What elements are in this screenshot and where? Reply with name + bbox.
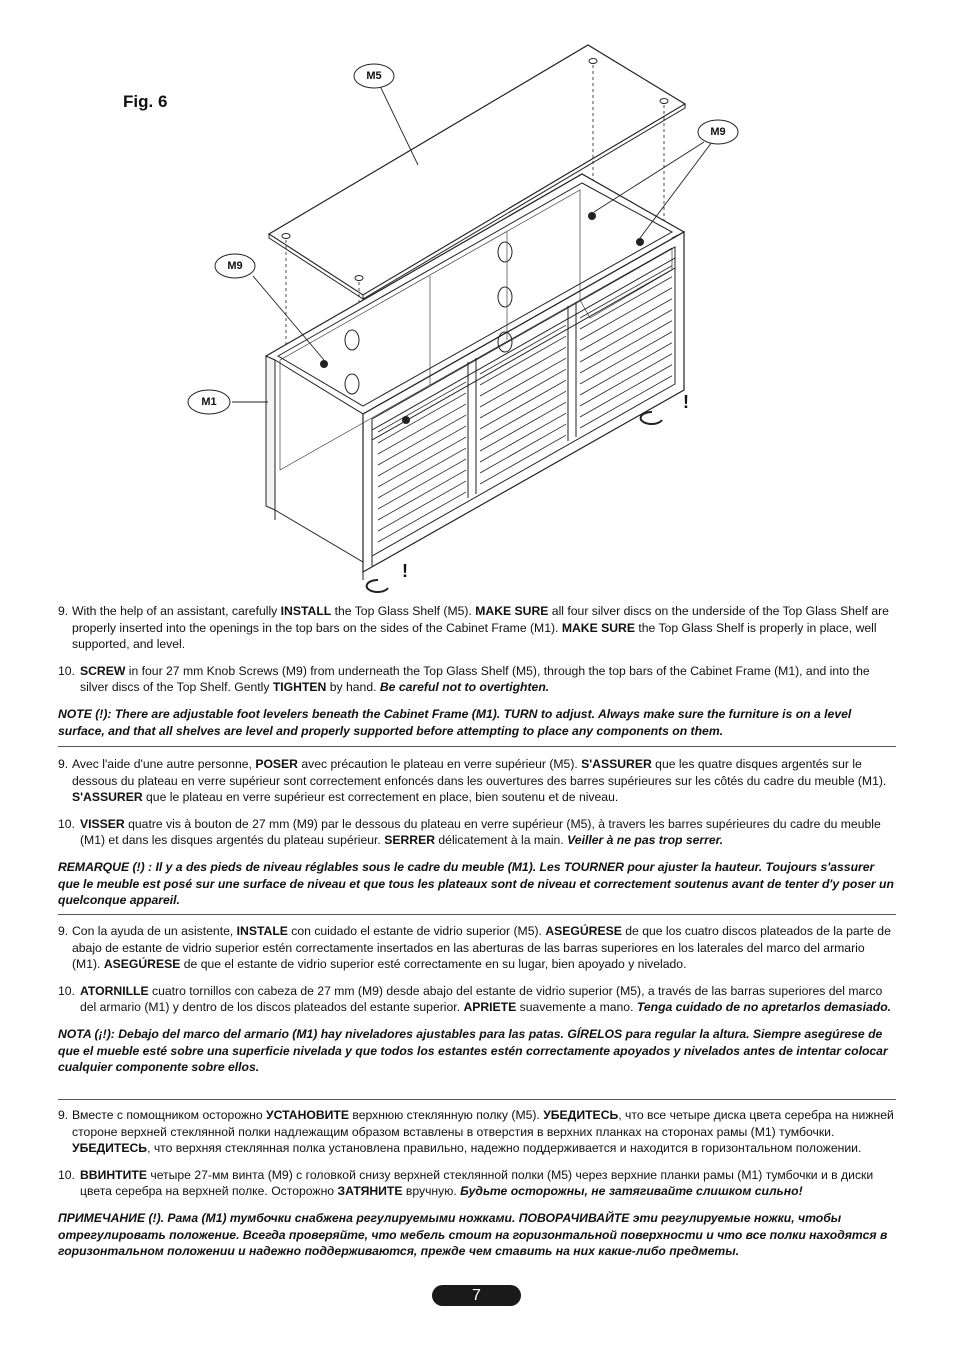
callout-m9-right bbox=[698, 120, 738, 144]
page-number: 7 bbox=[432, 1285, 521, 1306]
rotate-arrow-icon bbox=[641, 412, 662, 424]
step-9-ru: 9. Вместе с помощником осторожно УСТАНОВИТЕ верхнюю стеклянную полку (М5). УБЕДИТЕСЬ, что все четыре диска цвета серебра на нижней стороне верхней стеклянной полки надлежащим образом вставлены в отверстия в верхних планках на сторонах рамы (М1) тумбочки. УБЕДИТЕСЬ, что верхняя стеклянная полка установлена правильно, надежно поддерживается и находится в горизонтальном положении. bbox=[58, 1108, 894, 1156]
svg-text:M5: M5 bbox=[366, 70, 382, 82]
figure-title: Fig. 6 bbox=[123, 92, 168, 111]
section-divider bbox=[58, 746, 896, 747]
section-spanish bbox=[58, 923, 896, 1076]
note-fr: REMARQUE (!) : Il y a des pieds de niveau réglables sous le cadre du meuble (M1). Les TOURNER pour ajuster la hauteur. Toujours s'assurer que le meuble est posé sur une surface de niveau et que tous les plateaux sont de niveau et correctement soutenus avant de tenter d'y poser un quelconque appareil. bbox=[58, 859, 894, 908]
warning-mark: ! bbox=[402, 561, 408, 581]
section-divider bbox=[58, 1099, 896, 1100]
callout-m9-left bbox=[215, 254, 255, 278]
step-10-es: 10. ATORNILLE cuatro tornillos con cabeza de 27 mm (M9) desde abajo del estante de vidrio superior (M5), a través de las barras superiores del marco del armario (M1) y dentro de los discos plateados del estante superior. APRIETE suavemente a mano. Tenga cuidado de no apretarlos demasiado. bbox=[58, 983, 892, 1015]
step-10-fr: 10. VISSER quatre vis à bouton de 27 mm (M9) par le dessous du plateau en verre supérieur (M5), à travers les barres supérieures du cadre du meuble (M1) et dans les disques argentés du plateau supérieur. SERRER délicatement à la main. Veiller à ne pas trop serrer. bbox=[58, 816, 881, 848]
callout-m5 bbox=[354, 64, 394, 88]
note-ru: ПРИМЕЧАНИЕ (!). Рама (М1) тумбочки снабжена регулируемыми ножками. ПОВОРАЧИВАЙТЕ эти регулируемые ножки, чтобы отрегулировать положение. Всегда проверяйте, что мебель стоит на горизонтальной поверхности и что все полки находятся в горизонтальном положении и надежно поддерживаются, прежде чем ставить на них какие-либо предметы. bbox=[58, 1210, 888, 1259]
step-9-es: 9. Con la ayuda de un asistente, INSTALE con cuidado el estante de vidrio superior (M5). ASEGÚRESE de que los cuatro discos plateados de la parte de abajo de estante de vidrio superior estén correctamente insertados en las aberturas de las barras superiores en los laterales del marco del armario (M1). ASEGÚRESE de que el estante de vidrio superior esté correctamente en su lugar, bien apoyado y nivelado. bbox=[58, 924, 891, 972]
cabinet-assembly-drawing bbox=[0, 0, 954, 600]
svg-text:M9: M9 bbox=[710, 126, 726, 138]
rotate-arrow-icon bbox=[367, 580, 388, 592]
note-es: NOTA (¡!): Debajo del marco del armario (M1) hay niveladores ajustables para las patas. GÍRELOS para regular la altura. Siempre asegúrese de que el mueble esté sobre una superficie nivelada y que todos los estantes estén correctamente apoyados y nivelados antes de intentar colocar cualquier componente sobre ellos. bbox=[58, 1026, 888, 1075]
step-9-en: 9. With the help of an assistant, carefully INSTALL the Top Glass Shelf (M5). MAKE SURE all four silver discs on the underside of the Top Glass Shelf are properly inserted into the openings in the top bars on the sides of the Cabinet Frame (M1). MAKE SURE the Top Glass Shelf is properly in place, well supported, and level. bbox=[58, 604, 889, 652]
section-french bbox=[58, 756, 896, 909]
callout-m1 bbox=[188, 390, 230, 414]
figure-6 bbox=[0, 0, 954, 600]
warning-mark: ! bbox=[683, 392, 689, 412]
section-english bbox=[58, 603, 896, 739]
note-en: NOTE (!): There are adjustable foot levelers beneath the Cabinet Frame (M1). TURN to adjust. Always make sure the furniture is on a level surface, and that all shelves are level and properly supported before attempting to place any components on them. bbox=[58, 706, 852, 738]
svg-text:M9: M9 bbox=[227, 260, 243, 272]
svg-text:M1: M1 bbox=[201, 396, 217, 408]
section-divider bbox=[58, 914, 896, 915]
step-9-fr: 9. Avec l'aide d'une autre personne, POSER avec précaution le plateau en verre supérieur (M5). S'ASSURER que les quatre disques argentés sur le dessous du plateau en verre supérieur sont correctement enfoncés dans les ouvertures des barres supérieures sur les côtés du cadre du meuble (M1). S'ASSURER que le plateau en verre supérieur est correctement en place, bien soutenu et de niveau. bbox=[58, 757, 887, 805]
step-10-en: 10. SCREW in four 27 mm Knob Screws (M9) from underneath the Top Glass Shelf (M5), through the top bars of the Cabinet Frame (M1), and into the silver discs of the Top Shelf. Gently TIGHTEN by hand. Be careful not to overtighten. bbox=[58, 663, 870, 695]
step-10-ru: 10. ВВИНТИТЕ четыре 27-мм винта (М9) с головкой снизу верхней стеклянной полки (М5) через верхние планки рамы (М1) тумбочки и в диски цвета серебра на верхней полке. Осторожно ЗАТЯНИТЕ вручную. Будьте осторожны, не затягивайте слишком сильно! bbox=[58, 1167, 874, 1199]
section-russian bbox=[58, 1107, 896, 1260]
